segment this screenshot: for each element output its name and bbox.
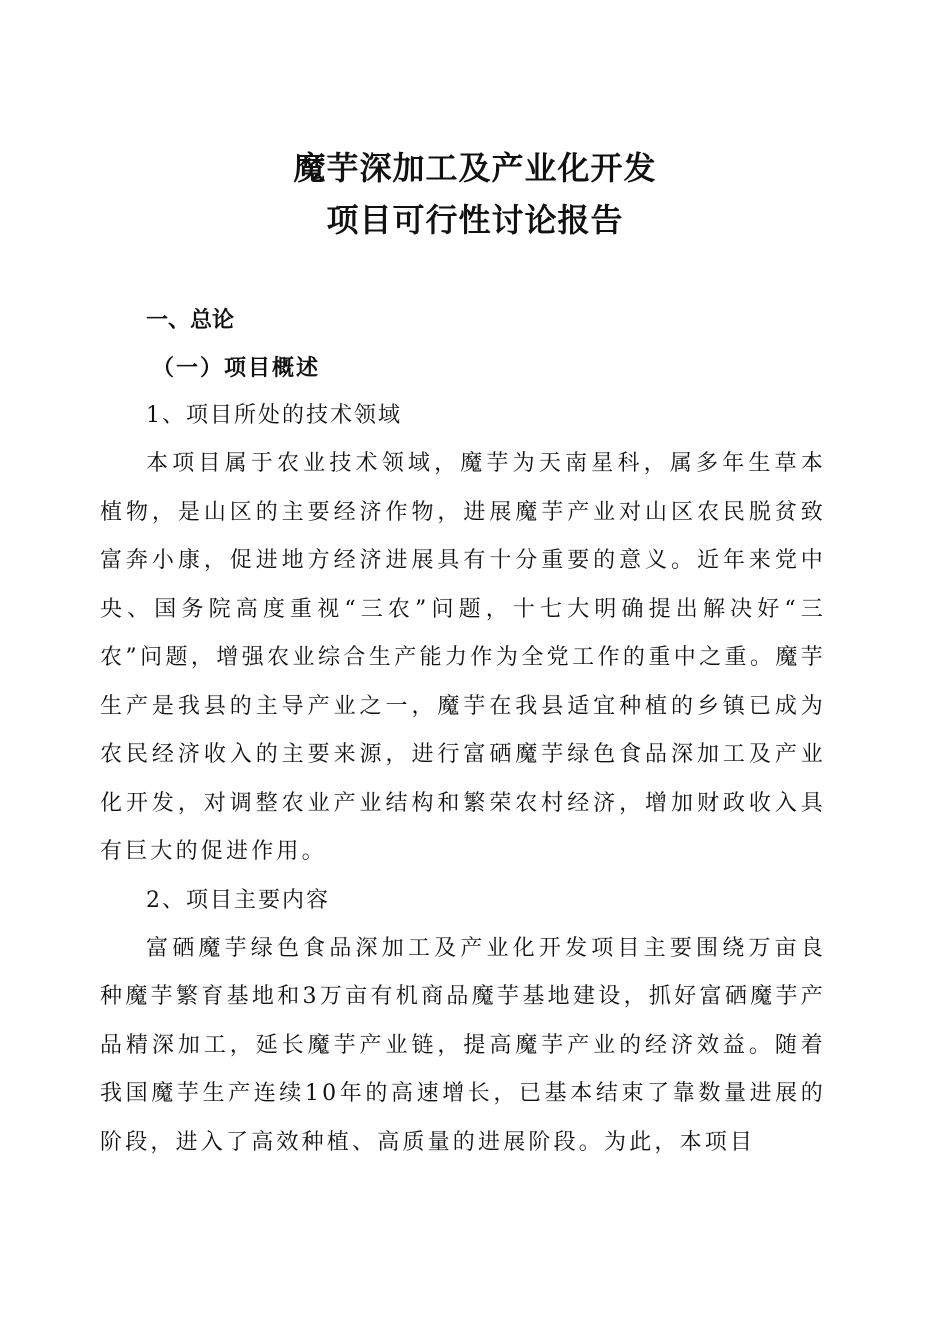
item-heading-main-content: 2、项目主要内容 — [146, 887, 330, 913]
title-line-1: 魔芋深加工及产业化开发 — [293, 149, 657, 187]
subsection-heading-overview: （一）项目概述 — [152, 355, 321, 381]
paragraph-main-content: 富硒魔芋绿色食品深加工及产业化开发项目主要围绕万亩良种魔芋繁育基地和3万亩有机商品魔芋基地建设，抓好富硒魔芋产品精深加工，延长魔芋产业链，提高魔芋产业的经济效益。随着我国魔芋生产连续10年的高速增长，已基本结束了靠数量进展的阶段，进入了高效种植、高质量的进展阶段。为此，本项目 — [100, 935, 826, 1155]
document-title — [0, 142, 950, 246]
paragraph-technical-field: 本项目属于农业技术领域，魔芋为天南星科，属多年生草本植物，是山区的主要经济作物，进展魔芋产业对山区农民脱贫致富奔小康，促进地方经济进展具有十分重要的意义。近年来党中央、国务院高度重视“三农”问题，十七大明确提出解决好“三农”问题，增强农业综合生产能力作为全党工作的重中之重。魔芋生产是我县的主导产业之一，魔芋在我县适宜种植的乡镇已成为农民经济收入的主要来源，进行富硒魔芋绿色食品深加工及产业化开发，对调整农业产业结构和繁荣农村经济，增加财政收入具有巨大的促进作用。 — [100, 451, 826, 864]
section-heading-general: 一、总论 — [146, 307, 235, 333]
title-line-2: 项目可行性讨论报告 — [326, 201, 624, 239]
item-heading-technical-field: 1、项目所处的技术领域 — [146, 403, 402, 428]
document-body — [100, 296, 826, 1167]
